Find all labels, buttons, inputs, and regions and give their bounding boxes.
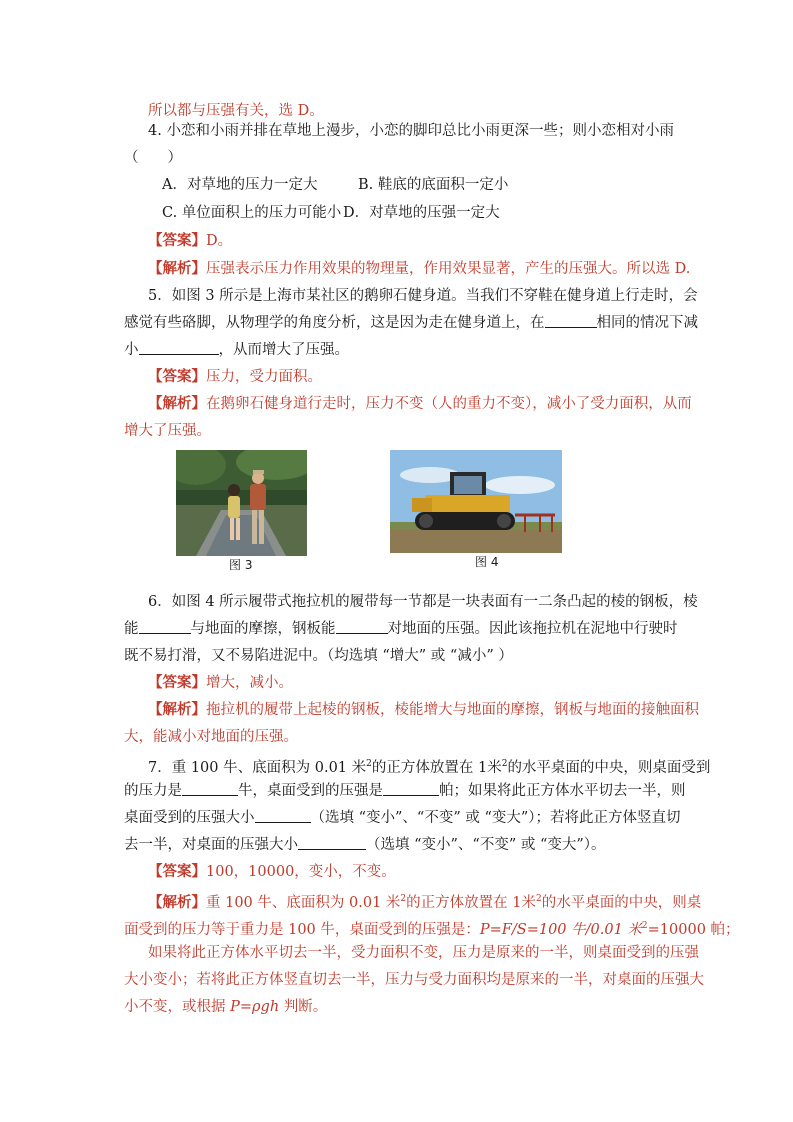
blank <box>139 619 191 634</box>
blank <box>255 808 311 823</box>
q6-analysis <box>148 700 699 720</box>
q7-analysis <box>148 889 701 913</box>
superscript: 2 <box>400 894 407 904</box>
q5-analysis-cont: 增大了压强。 <box>124 423 211 439</box>
q5-answer <box>148 367 322 387</box>
q7-text: 7．重 100 牛、底面积为 0.01 米 <box>148 759 367 776</box>
analysis-text: 小不变，或根据 <box>124 999 231 1015</box>
analysis-text: 在鹅卵石健身道行走时，压力不变（人的重力不变），减小了受力面积，从而 <box>206 396 692 412</box>
analysis-text: =10000 帕； <box>647 921 740 938</box>
answer-text: 增大，减小。 <box>206 675 293 691</box>
q7-text: 帕；如果将此正方体水平切去一半，则 <box>439 783 686 799</box>
q7-text: 的压力是 <box>124 783 182 799</box>
analysis-text: 判断。 <box>279 999 328 1015</box>
analysis-text: 压强表示压力作用效果的物理量，作用效果显著，产生的压强大。所以选 D. <box>206 261 691 277</box>
q7-text: （选填 “变小”、“不变” 或 “变大”）；若将此正方体竖直切 <box>310 810 681 826</box>
q5-text: ，从而增大了压强。 <box>218 342 349 358</box>
q7-text: 的水平桌面的中央，则桌面受到 <box>507 759 711 776</box>
figure-3-photo <box>176 450 307 556</box>
q5-text: 相同的情况下减 <box>596 315 698 331</box>
q6-text: 能 <box>124 621 139 637</box>
answer-text: 100，10000，变小，不变。 <box>206 864 396 880</box>
answer-tag: 【答案】 <box>148 863 206 880</box>
q5-text: 感觉有些硌脚，从物理学的角度分析，这是因为走在健身道上，在 <box>124 315 545 331</box>
analysis-text: 的水平桌面的中央，则桌 <box>541 894 702 911</box>
q6-line-1: 6．如图 4 所示履带式拖拉机的履带每一节都是一块表面有一二条凸起的棱的钢板，棱 <box>148 594 698 610</box>
superscript: 2 <box>641 921 648 931</box>
superscript: 2 <box>535 894 542 904</box>
formula: P=ρgh <box>230 999 280 1015</box>
tracked-tractor-image <box>390 450 562 553</box>
walking-couple-image <box>176 450 307 556</box>
q4-stem: 4. 小恋和小雨并排在草地上漫步，小恋的脚印总比小雨更深一些；则小恋相对小雨 <box>148 123 674 139</box>
answer-text: 压力，受力面积。 <box>206 369 322 385</box>
q4-option-d: D．对草地的压强一定大 <box>343 205 500 221</box>
q4-paren: （ ） <box>124 150 182 166</box>
analysis-tag: 【解析】 <box>148 395 206 412</box>
answer-tag: 【答案】 <box>148 232 206 249</box>
answer-tag: 【答案】 <box>148 368 206 385</box>
q7-text: 去一半，对桌面的压强大小 <box>124 837 298 853</box>
analysis-tag: 【解析】 <box>148 701 206 718</box>
answer-tag: 【答案】 <box>148 674 206 691</box>
q7-text: （选填 “变小”、“不变” 或 “变大”）。 <box>366 837 606 853</box>
analysis-text: 面受到的压力等于重力是 100 牛，桌面受到的压强是： <box>124 921 480 938</box>
figure-4-photo <box>390 450 562 553</box>
q7-text: 的正方体放置在 1米 <box>371 759 502 776</box>
figure-3-caption: 图 3 <box>229 558 253 572</box>
q4-option-b: B. 鞋底的底面积一定小 <box>358 177 509 193</box>
blank <box>182 781 238 796</box>
q7-answer <box>148 862 396 882</box>
q6-line-3: 既不易打滑，又不易陷进泥中。（均选填 “增大” 或 “减小” ） <box>124 648 513 664</box>
q5-line-1: 5．如图 3 所示是上海市某社区的鹅卵石健身道。当我们不穿鞋在健身道上行走时，会 <box>148 288 698 304</box>
formula: P=F/S=100 牛/0.01 米 <box>479 921 642 938</box>
q7-text: 桌面受到的压强大小 <box>124 810 255 826</box>
q7-line-4 <box>124 835 606 855</box>
q5-line-3 <box>124 340 349 360</box>
q5-analysis <box>148 394 692 414</box>
q5-text: 小 <box>124 342 139 358</box>
answer-text: D。 <box>206 233 233 249</box>
figure-4-caption: 图 4 <box>475 555 499 569</box>
q7-analysis-line-2 <box>124 916 740 940</box>
q4-answer <box>148 231 232 251</box>
q7-line-1 <box>148 754 710 778</box>
q7-analysis-line-3: 如果将此正方体水平切去一半，受力面积不变，压力是原来的一半，则桌面受到的压强 <box>148 945 699 961</box>
analysis-text: 重 100 牛、底面积为 0.01 米 <box>206 894 401 911</box>
analysis-text: 拖拉机的履带上起棱的钢板，棱能增大与地面的摩擦，钢板与地面的接触面积 <box>206 702 699 718</box>
blank <box>298 835 366 850</box>
q4-option-c: C. 单位面积上的压力可能小 <box>162 205 342 221</box>
blank <box>383 781 439 796</box>
q6-answer <box>148 673 293 693</box>
q5-line-2 <box>124 313 698 333</box>
q7-line-3 <box>124 808 681 828</box>
q7-analysis-line-4: 大小变小；若将此正方体竖直切去一半，压力与受力面积均是原来的一半，对桌面的压强大 <box>124 972 704 988</box>
blank <box>545 313 597 328</box>
superscript: 2 <box>366 759 372 769</box>
analysis-tag: 【解析】 <box>148 893 206 911</box>
q3-answer-tail: 所以都与压强有关，选 D。 <box>148 103 324 119</box>
q7-analysis-line-5 <box>124 997 327 1017</box>
blank <box>336 619 388 634</box>
q6-text: 对地面的压强。因此该拖拉机在泥地中行驶时 <box>387 621 678 637</box>
superscript: 2 <box>501 759 508 769</box>
q6-line-2 <box>124 619 678 639</box>
q6-text: 与地面的摩擦，钢板能 <box>190 621 336 637</box>
blank <box>139 340 219 355</box>
analysis-text: 的正方体放置在 1米 <box>406 894 536 911</box>
q4-analysis <box>148 259 690 279</box>
analysis-tag: 【解析】 <box>148 260 206 277</box>
q7-line-2 <box>124 781 686 801</box>
q7-text: 牛，桌面受到的压强是 <box>238 783 383 799</box>
q6-analysis-cont: 大，能减小对地面的压强。 <box>124 729 298 745</box>
q4-option-a: A．对草地的压力一定大 <box>162 177 318 193</box>
